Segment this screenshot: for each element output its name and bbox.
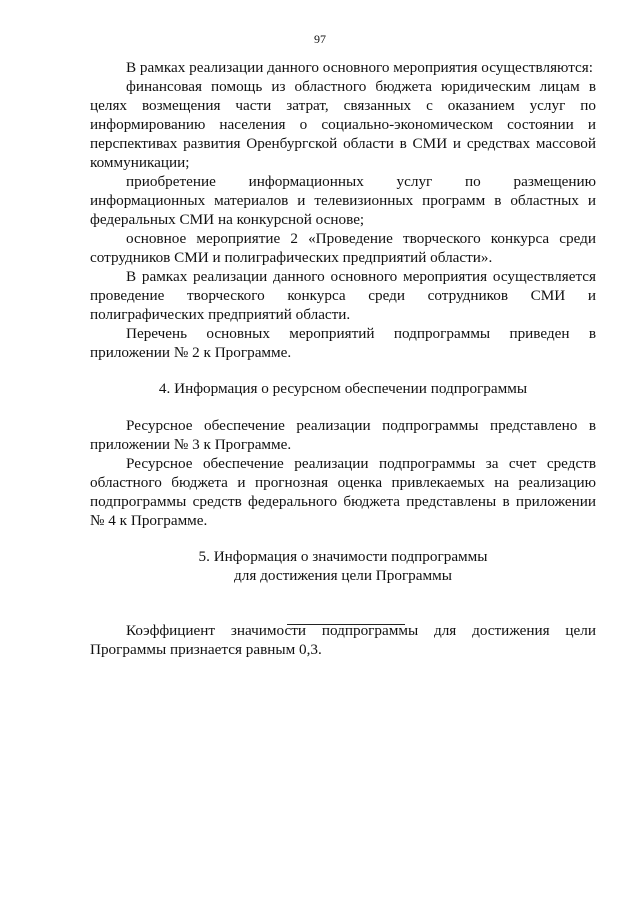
paragraph-events-list: Перечень основных мероприятий подпрограммы приведен в приложении № 2 к Программе. <box>90 325 596 361</box>
paragraph-resources-appendix-3: Ресурсное обеспечение реализации подпрограммы представлено в приложении № 3 к Программе. <box>90 417 596 453</box>
page-number: 97 <box>314 32 326 46</box>
paragraph-financial-aid: финансовая помощь из областного бюджета юридическим лицам в целях возмещения части затрат, связанных с оказанием услуг по информированию населения о социально-экономическом состоянии и перспективах развития Оренбургской области в СМИ и средствах массовой коммуникации; <box>90 78 596 171</box>
end-divider-line <box>287 624 405 625</box>
section-5-heading-line-1: 5. Информация о значимости подпрограммы <box>198 548 488 565</box>
document-body <box>90 58 596 659</box>
paragraph-contest: В рамках реализации данного основного мероприятия осуществляется проведение творческого конкурса среди сотрудников СМИ и полиграфических предприятий области. <box>90 268 596 323</box>
paragraph-resources-appendix-4: Ресурсное обеспечение реализации подпрограммы за счет средств областного бюджета и прогнозная оценка привлекаемых на реализацию подпрограммы средств федерального бюджета представлены в приложении № 4 к Программе. <box>90 455 596 529</box>
paragraph-information-services: приобретение информационных услуг по размещению информационных материалов и телевизионных программ в областных и федеральных СМИ на конкурсной основе; <box>90 173 596 228</box>
section-5-heading-line-2: для достижения цели Программы <box>234 567 452 584</box>
paragraph-significance-coefficient: Коэффициент значимости подпрограммы для достижения цели Программы признается равным 0,3. <box>90 622 596 658</box>
paragraph-intro: В рамках реализации данного основного мероприятия осуществляются: <box>126 59 593 76</box>
section-4-heading: 4. Информация о ресурсном обеспечении подпрограммы <box>158 380 528 397</box>
paragraph-main-event-2: основное мероприятие 2 «Проведение творческого конкурса среди сотрудников СМИ и полиграфических предприятий области». <box>90 230 596 266</box>
section-5-heading <box>90 547 596 585</box>
